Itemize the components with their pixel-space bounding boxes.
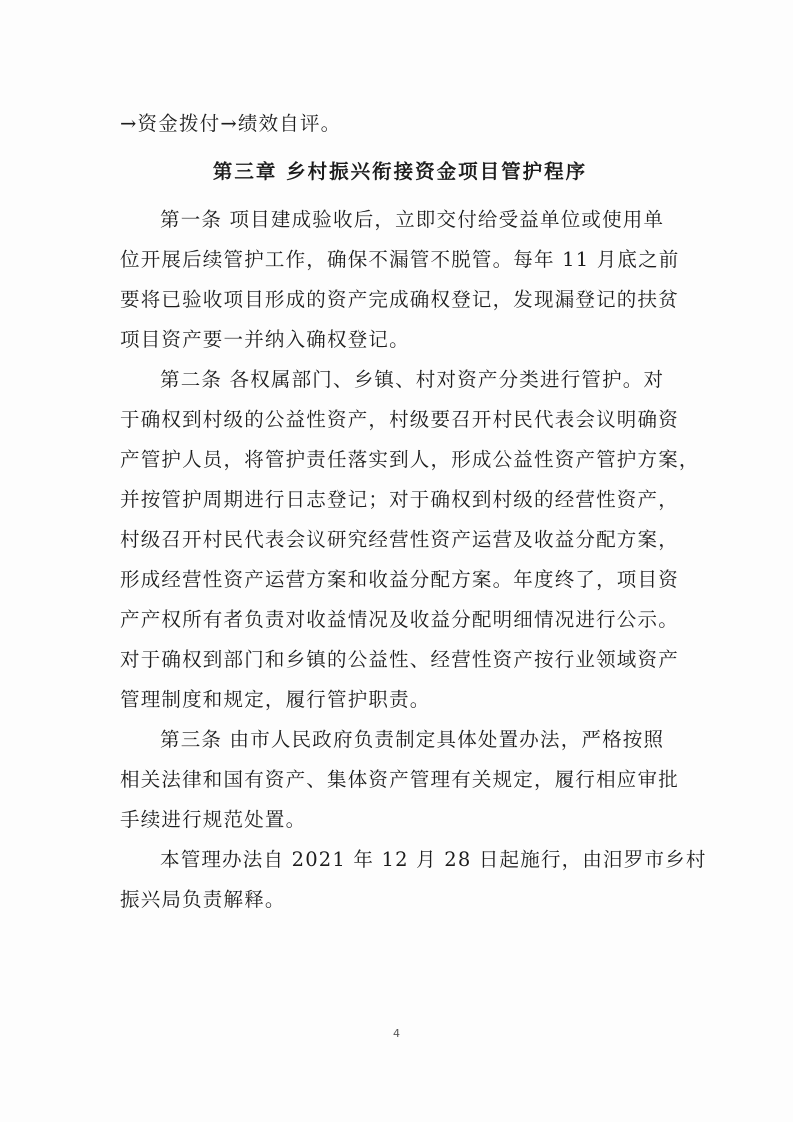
text-line: 对于确权到部门和乡镇的公益性、经营性资产按行业领域资产: [120, 648, 679, 671]
text-line: 村级召开村民代表会议研究经营性资产运营及收益分配方案，: [120, 528, 679, 551]
text-line: 第三条 由市人民政府负责制定具体处置办法，严格按照: [160, 728, 665, 751]
page-number: 4: [393, 1027, 400, 1040]
text-line: 第二条 各权属部门、乡镇、村对资产分类进行管护。对: [160, 368, 665, 391]
text-line: 产产权所有者负责对收益情况及收益分配明细情况进行公示。: [120, 608, 679, 631]
text-line: 振兴局负责解释。: [120, 888, 286, 911]
paragraph-article-3: [120, 720, 680, 840]
text-line: 形成经营性资产运营方案和收益分配方案。年度终了，项目资: [120, 568, 679, 591]
text-line: 第一条 项目建成验收后，立即交付给受益单位或使用单: [160, 208, 665, 231]
text-line: 要将已验收项目形成的资产完成确权登记，发现漏登记的扶贫: [120, 288, 679, 311]
text-line: 并按管护周期进行日志登记；对于确权到村级的经营性资产，: [120, 488, 679, 511]
document-body: [120, 104, 707, 920]
paragraph-article-2: [120, 360, 700, 720]
paragraph-effective-date: [120, 840, 707, 920]
text-line: 位开展后续管护工作，确保不漏管不脱管。每年 11 月底之前: [120, 248, 680, 271]
text-line: 管理制度和规定，履行管护职责。: [120, 688, 431, 711]
text-line: 项目资产要一并纳入确权登记。: [120, 328, 410, 351]
text-line: 手续进行规范处置。: [120, 808, 307, 831]
paragraph-article-1: [120, 200, 680, 360]
text-line: 相关法律和国有资产、集体资产管理有关规定，履行相应审批: [120, 768, 679, 791]
text-line: 于确权到村级的公益性资产，村级要召开村民代表会议明确资: [120, 408, 679, 431]
text-line: 本管理办法自 2021 年 12 月 28 日起施行，由汨罗市乡村: [160, 848, 707, 871]
chapter-title: 第三章 乡村振兴衔接资金项目管护程序: [212, 160, 588, 183]
lead-line: →资金拨付→绩效自评。: [120, 112, 342, 135]
text-line: 产管护人员，将管护责任落实到人，形成公益性资产管护方案，: [120, 448, 700, 471]
